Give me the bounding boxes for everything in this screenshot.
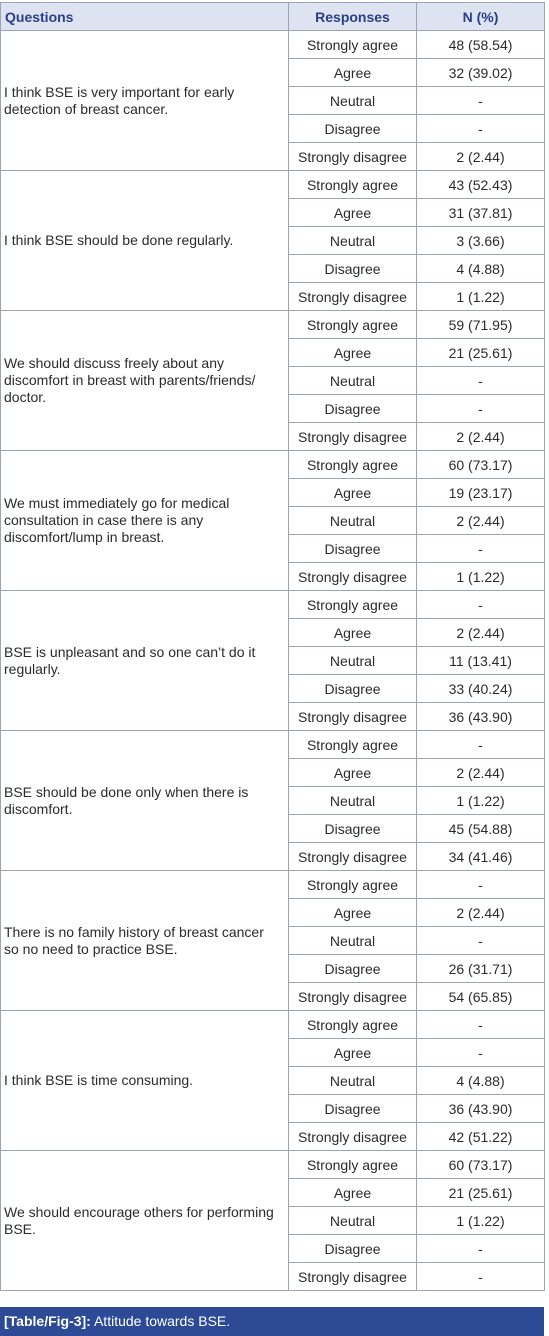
count-cell: 2 (2.44) [417, 423, 545, 451]
response-cell: Neutral [289, 507, 417, 535]
question-cell: There is no family history of breast cancer so no need to practice BSE. [1, 871, 289, 1011]
count-cell: 21 (25.61) [417, 339, 545, 367]
response-cell: Strongly agree [289, 451, 417, 479]
count-cell: 1 (1.22) [417, 283, 545, 311]
header-responses: Responses [289, 3, 417, 31]
count-cell: 60 (73.17) [417, 451, 545, 479]
response-cell: Agree [289, 759, 417, 787]
response-cell: Strongly disagree [289, 1263, 417, 1291]
question-cell: We should encourage others for performing BSE. [1, 1151, 289, 1291]
question-cell: We must immediately go for medical consultation in case there is any discomfort/lump in breast. [1, 451, 289, 591]
count-cell: 21 (25.61) [417, 1179, 545, 1207]
response-cell: Agree [289, 59, 417, 87]
count-cell: - [417, 87, 545, 115]
response-cell: Strongly disagree [289, 703, 417, 731]
response-cell: Strongly agree [289, 1011, 417, 1039]
response-cell: Strongly agree [289, 731, 417, 759]
table-row [1, 871, 545, 899]
count-cell: 1 (1.22) [417, 1207, 545, 1235]
response-cell: Agree [289, 199, 417, 227]
response-cell: Disagree [289, 1095, 417, 1123]
header-n: N (%) [417, 3, 545, 31]
table-row [1, 31, 545, 59]
count-cell: 2 (2.44) [417, 759, 545, 787]
count-cell: 31 (37.81) [417, 199, 545, 227]
response-cell: Neutral [289, 227, 417, 255]
count-cell: 11 (13.41) [417, 647, 545, 675]
attitude-table [0, 2, 545, 1291]
count-cell: - [417, 591, 545, 619]
count-cell: 19 (23.17) [417, 479, 545, 507]
count-cell: 4 (4.88) [417, 255, 545, 283]
question-cell: I think BSE should be done regularly. [1, 171, 289, 311]
count-cell: 2 (2.44) [417, 619, 545, 647]
response-cell: Agree [289, 1039, 417, 1067]
question-cell: I think BSE is very important for early detection of breast cancer. [1, 31, 289, 171]
response-cell: Strongly disagree [289, 1123, 417, 1151]
count-cell: 59 (71.95) [417, 311, 545, 339]
response-cell: Agree [289, 339, 417, 367]
question-cell: We should discuss freely about any discomfort in breast with parents/friends/ doctor. [1, 311, 289, 451]
response-cell: Neutral [289, 927, 417, 955]
count-cell: 45 (54.88) [417, 815, 545, 843]
response-cell: Disagree [289, 115, 417, 143]
count-cell: - [417, 1263, 545, 1291]
table-row [1, 591, 545, 619]
response-cell: Agree [289, 619, 417, 647]
count-cell: - [417, 1011, 545, 1039]
count-cell: 43 (52.43) [417, 171, 545, 199]
response-cell: Disagree [289, 815, 417, 843]
count-cell: 36 (43.90) [417, 703, 545, 731]
header-row [1, 3, 545, 31]
count-cell: 2 (2.44) [417, 507, 545, 535]
response-cell: Disagree [289, 955, 417, 983]
response-cell: Neutral [289, 367, 417, 395]
response-cell: Neutral [289, 1207, 417, 1235]
count-cell: 26 (31.71) [417, 955, 545, 983]
header-questions: Questions [1, 3, 289, 31]
table-row [1, 451, 545, 479]
response-cell: Strongly agree [289, 591, 417, 619]
count-cell: 36 (43.90) [417, 1095, 545, 1123]
caption-label: [Table/Fig-3]: [4, 1313, 91, 1329]
response-cell: Strongly disagree [289, 283, 417, 311]
count-cell: - [417, 731, 545, 759]
response-cell: Strongly agree [289, 171, 417, 199]
response-cell: Strongly agree [289, 31, 417, 59]
count-cell: - [417, 395, 545, 423]
response-cell: Strongly disagree [289, 563, 417, 591]
response-cell: Strongly disagree [289, 983, 417, 1011]
caption-text: Attitude towards BSE. [90, 1313, 231, 1329]
table-row [1, 731, 545, 759]
count-cell: 2 (2.44) [417, 143, 545, 171]
count-cell: 34 (41.46) [417, 843, 545, 871]
count-cell: 54 (65.85) [417, 983, 545, 1011]
count-cell: 3 (3.66) [417, 227, 545, 255]
count-cell: - [417, 535, 545, 563]
response-cell: Disagree [289, 1235, 417, 1263]
count-cell: 32 (39.02) [417, 59, 545, 87]
response-cell: Neutral [289, 647, 417, 675]
response-cell: Strongly disagree [289, 423, 417, 451]
count-cell: - [417, 1039, 545, 1067]
response-cell: Strongly agree [289, 871, 417, 899]
response-cell: Strongly agree [289, 311, 417, 339]
count-cell: 1 (1.22) [417, 563, 545, 591]
count-cell: 42 (51.22) [417, 1123, 545, 1151]
response-cell: Agree [289, 1179, 417, 1207]
count-cell: 48 (58.54) [417, 31, 545, 59]
response-cell: Neutral [289, 87, 417, 115]
table-row [1, 1011, 545, 1039]
question-cell: I think BSE is time consuming. [1, 1011, 289, 1151]
count-cell: - [417, 367, 545, 395]
response-cell: Disagree [289, 675, 417, 703]
response-cell: Disagree [289, 535, 417, 563]
question-cell: BSE should be done only when there is discomfort. [1, 731, 289, 871]
response-cell: Strongly disagree [289, 843, 417, 871]
response-cell: Neutral [289, 787, 417, 815]
count-cell: - [417, 1235, 545, 1263]
table-row [1, 311, 545, 339]
table-row [1, 171, 545, 199]
response-cell: Neutral [289, 1067, 417, 1095]
count-cell: 1 (1.22) [417, 787, 545, 815]
count-cell: - [417, 871, 545, 899]
response-cell: Disagree [289, 395, 417, 423]
count-cell: 60 (73.17) [417, 1151, 545, 1179]
count-cell: 2 (2.44) [417, 899, 545, 927]
response-cell: Strongly disagree [289, 143, 417, 171]
response-cell: Agree [289, 899, 417, 927]
count-cell: - [417, 115, 545, 143]
question-cell: BSE is unpleasant and so one can’t do it regularly. [1, 591, 289, 731]
response-cell: Agree [289, 479, 417, 507]
count-cell: - [417, 927, 545, 955]
count-cell: 33 (40.24) [417, 675, 545, 703]
table-caption [0, 1307, 544, 1336]
response-cell: Disagree [289, 255, 417, 283]
table-row [1, 1151, 545, 1179]
response-cell: Strongly agree [289, 1151, 417, 1179]
table-body [1, 31, 545, 1291]
count-cell: 4 (4.88) [417, 1067, 545, 1095]
